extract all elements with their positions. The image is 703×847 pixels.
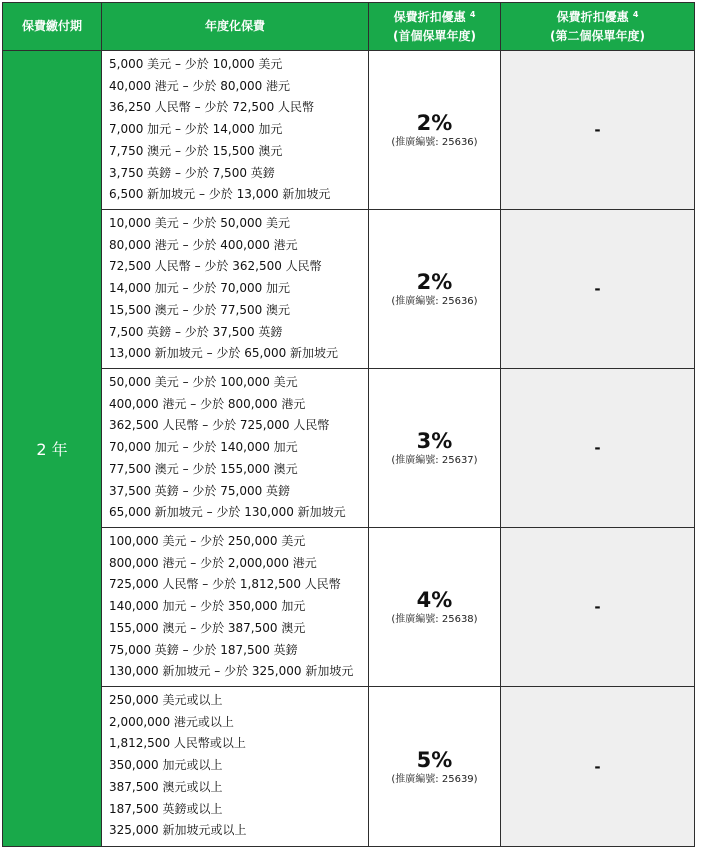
second-year-discount-cell [501,210,695,369]
second-year-discount-cell [501,369,695,528]
premium-discount-table [2,2,695,847]
first-year-discount-cell [369,51,501,210]
premium-range-line: 387,500 澳元或以上 [109,779,223,794]
premium-range-line: 130,000 新加坡元 – 少於 325,000 新加坡元 [109,664,354,679]
premium-range-line: 325,000 新加坡元或以上 [109,823,247,838]
second-year-value: - [594,121,601,139]
premium-range-line: 250,000 美元或以上 [109,693,223,707]
premium-range-line: 7,750 澳元 – 少於 15,500 澳元 [109,143,283,158]
table-row [3,51,695,210]
promo-code: (推廣編號: 25636) [391,137,478,148]
premium-range-line: 72,500 人民幣 – 少於 362,500 人民幣 [109,259,322,274]
premium-range-line: 725,000 人民幣 – 少於 1,812,500 人民幣 [109,577,341,592]
premium-range-cell [102,528,369,687]
second-year-value: - [594,757,601,776]
premium-range-line: 65,000 新加坡元 – 少於 130,000 新加坡元 [109,505,346,520]
footnote-marker: 4 [469,9,476,19]
period-label: 2 年 [36,440,68,459]
premium-range-line: 7,000 加元 – 少於 14,000 加元 [109,122,283,137]
premium-range-line: 13,000 新加坡元 – 少於 65,000 新加坡元 [109,346,339,361]
second-year-value: - [594,280,601,298]
period-cell [3,51,102,847]
premium-range-line: 6,500 新加坡元 – 少於 13,000 新加坡元 [109,187,331,202]
discount-rate: 5% [416,747,453,772]
table-row [3,210,695,369]
premium-range-line: 800,000 港元 – 少於 2,000,000 港元 [109,555,317,570]
premium-range-line: 350,000 加元或以上 [109,758,223,773]
premium-range-line: 140,000 加元 – 少於 350,000 加元 [109,599,306,614]
header-first-year-discount: 保費折扣優惠 $^4$ (首個保單年度) [369,3,501,51]
promo-code: (推廣編號: 25638) [391,614,478,625]
premium-range-cell [102,210,369,369]
premium-range-cell [102,687,369,847]
second-year-discount-cell [501,687,695,847]
premium-range-line: 187,500 英鎊或以上 [109,801,223,816]
premium-range-line: 77,500 澳元 – 少於 155,000 澳元 [109,461,298,476]
premium-range-line: 155,000 澳元 – 少於 387,500 澳元 [109,620,306,635]
second-year-discount-cell [501,51,695,210]
premium-range-line: 14,000 加元 – 少於 70,000 加元 [109,281,291,296]
header-second-year-discount: 保費折扣優惠 $^4$ (第二個保單年度) [501,3,695,51]
premium-range-line: 80,000 港元 – 少於 400,000 港元 [109,237,298,252]
premium-range-line: 37,500 英鎊 – 少於 75,000 英鎊 [109,483,291,498]
premium-range-cell [102,369,369,528]
promo-code: (推廣編號: 25636) [391,296,478,307]
premium-range-line: 100,000 美元 – 少於 250,000 美元 [109,534,306,548]
table-row [3,528,695,687]
discount-rate: 2% [416,111,453,135]
premium-range-line: 362,500 人民幣 – 少於 725,000 人民幣 [109,418,330,433]
promo-code: (推廣編號: 25639) [391,773,478,785]
table-header-row [3,3,695,51]
first-year-discount-cell [369,687,501,847]
second-year-value: - [594,439,601,457]
discount-rate: 3% [416,429,453,453]
header-annual-premium: 年度化保費 [102,3,369,51]
footnote-marker: 4 [632,9,639,19]
discount-rate: 4% [416,588,453,612]
premium-range-line: 15,500 澳元 – 少於 77,500 澳元 [109,302,291,317]
premium-range-line: 70,000 加元 – 少於 140,000 加元 [109,440,298,455]
premium-range-cell [102,51,369,210]
second-year-discount-cell [501,528,695,687]
discount-rate: 2% [416,270,453,294]
premium-range-line: 1,812,500 人民幣或以上 [109,736,246,751]
first-year-discount-cell [369,369,501,528]
premium-range-line: 36,250 人民幣 – 少於 72,500 人民幣 [109,100,315,115]
premium-range-line: 10,000 美元 – 少於 50,000 美元 [109,216,291,230]
premium-range-line: 5,000 美元 – 少於 10,000 美元 [109,57,283,71]
table-row [3,687,695,847]
first-year-discount-cell [369,210,501,369]
premium-range-line: 7,500 英鎊 – 少於 37,500 英鎊 [109,324,283,339]
premium-range-line: 400,000 港元 – 少於 800,000 港元 [109,396,306,411]
premium-range-line: 50,000 美元 – 少於 100,000 美元 [109,375,298,389]
promo-code: (推廣編號: 25637) [391,455,478,466]
second-year-value: - [594,598,601,616]
premium-range-line: 3,750 英鎊 – 少於 7,500 英鎊 [109,165,275,180]
header-period: 保費繳付期 [3,3,102,51]
premium-range-line: 40,000 港元 – 少於 80,000 港元 [109,78,291,93]
premium-range-line: 75,000 英鎊 – 少於 187,500 英鎊 [109,642,298,657]
table-row [3,369,695,528]
first-year-discount-cell [369,528,501,687]
premium-range-line: 2,000,000 港元或以上 [109,714,234,729]
